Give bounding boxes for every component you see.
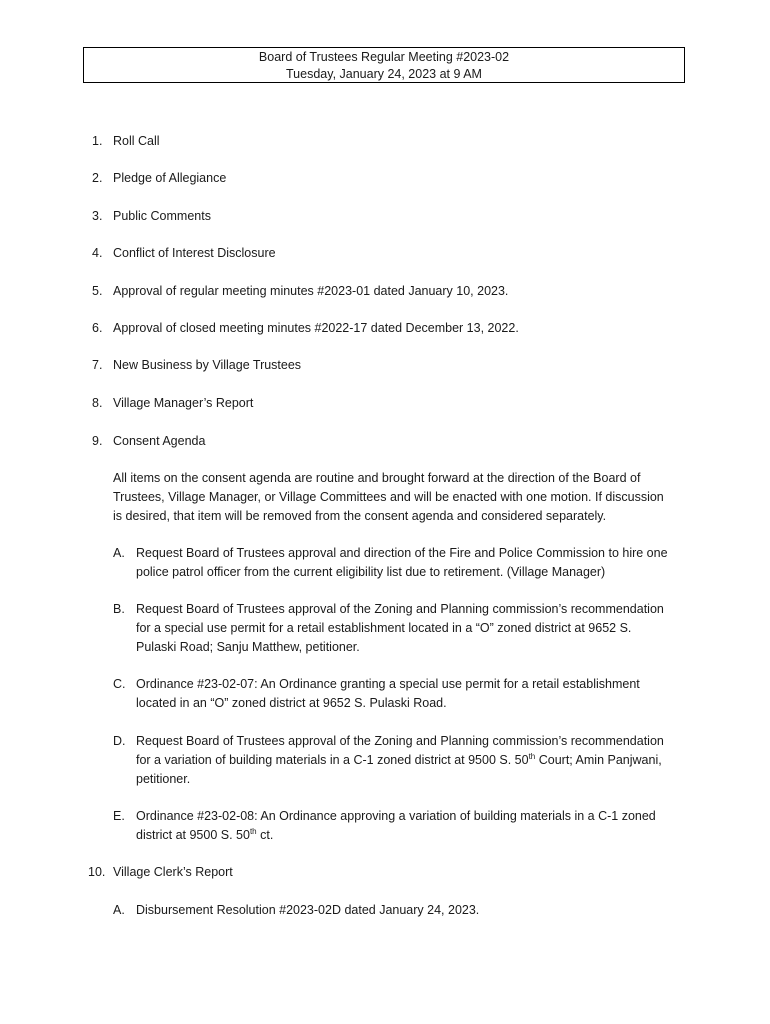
ordinal-suffix: th <box>249 826 257 836</box>
consent-text-line: petitioner. <box>136 772 191 786</box>
item-text: Village Manager’s Report <box>113 396 254 410</box>
text-segment: ct. <box>256 828 274 842</box>
consent-text-line <box>136 827 273 843</box>
item-text: Roll Call <box>113 134 160 148</box>
consent-text-line: Request Board of Trustees approval of the Zoning and Planning commission’s recommendation <box>136 734 664 748</box>
text-segment: for a variation of building materials in a C-1 zoned district at 9500 S. 50 <box>136 753 529 767</box>
consent-text-line: Request Board of Trustees approval and direction of the Fire and Police Commission to hire one <box>136 546 668 560</box>
consent-letter: B. <box>113 602 125 616</box>
item-text: Consent Agenda <box>113 434 206 448</box>
consent-text-line: Ordinance #23-02-07: An Ordinance granting a special use permit for a retail establishment <box>136 677 640 691</box>
meeting-header <box>83 47 685 83</box>
consent-intro-line: Trustees, Village Manager, or Village Committees and will be enacted with one motion. If discussion <box>113 490 664 504</box>
clerk-letter: A. <box>113 903 125 917</box>
item-number: 2. <box>92 171 103 185</box>
item-number: 9. <box>92 434 103 448</box>
consent-letter: C. <box>113 677 126 691</box>
clerk-text: Disbursement Resolution #2023-02D dated January 24, 2023. <box>136 903 480 917</box>
consent-letter: E. <box>113 809 125 823</box>
item-number: 5. <box>92 284 103 298</box>
item-number: 4. <box>92 246 103 260</box>
consent-text-line: Ordinance #23-02-08: An Ordinance approving a variation of building materials in a C-1 zoned <box>136 809 656 823</box>
item-number: 1. <box>92 134 103 148</box>
meeting-title: Board of Trustees Regular Meeting #2023-02 <box>258 50 510 64</box>
item-text: Approval of closed meeting minutes #2022-17 dated December 13, 2022. <box>113 321 519 335</box>
item-text: New Business by Village Trustees <box>113 358 302 372</box>
ordinal-suffix: th <box>528 751 536 761</box>
item-text: Conflict of Interest Disclosure <box>113 246 276 260</box>
item-number: 6. <box>92 321 103 335</box>
consent-letter: A. <box>113 546 125 560</box>
consent-text-line <box>136 752 662 768</box>
meeting-date: Tuesday, January 24, 2023 at 9 AM <box>286 67 482 81</box>
item-text: Village Clerk’s Report <box>113 865 233 879</box>
item-text: Pledge of Allegiance <box>113 171 227 185</box>
item-text: Approval of regular meeting minutes #2023-01 dated January 10, 2023. <box>113 284 509 298</box>
item-number: 10. <box>88 865 106 879</box>
consent-letter: D. <box>113 734 126 748</box>
consent-text-line: Request Board of Trustees approval of the Zoning and Planning commission’s recommendation <box>136 602 664 616</box>
consent-intro-line: is desired, that item will be removed from the consent agenda and considered separately. <box>113 509 607 523</box>
consent-text-line: located in an “O” zoned district at 9652 S. Pulaski Road. <box>136 696 447 710</box>
consent-text-line: for a special use permit for a retail establishment located in a “O” zoned district at 9652 S. <box>136 621 632 635</box>
consent-text-line: police patrol officer from the current eligibility list due to retirement. (Village Manager) <box>136 565 606 579</box>
consent-text-line: Pulaski Road; Sanju Matthew, petitioner. <box>136 640 360 654</box>
item-number: 8. <box>92 396 103 410</box>
item-number: 7. <box>92 358 103 372</box>
item-text: Public Comments <box>113 209 211 223</box>
consent-intro-line: All items on the consent agenda are routine and brought forward at the direction of the Board of <box>113 471 641 485</box>
item-number: 3. <box>92 209 103 223</box>
text-segment: district at 9500 S. 50 <box>136 828 250 842</box>
text-segment: Court; Amin Panjwani, <box>535 753 662 767</box>
